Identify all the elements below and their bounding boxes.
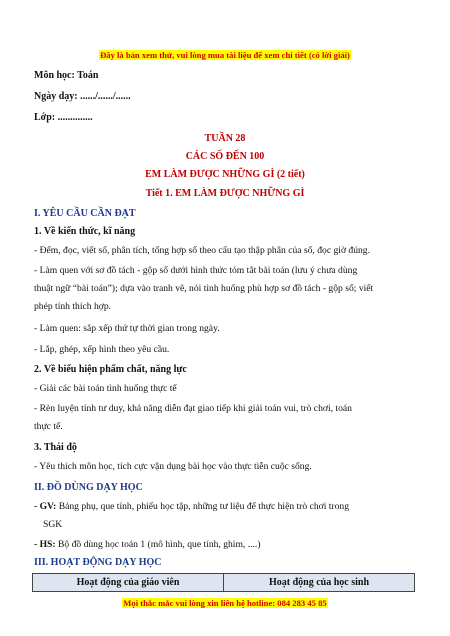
student-materials: Bộ đồ dùng học toán 1 (mô hình, que tính, ghim, ....) bbox=[55, 539, 261, 550]
hotline-banner-text: Mọi thắc mắc vui lòng xin liên hệ hotline: 084 283 45 85 bbox=[123, 598, 327, 608]
section-activities: III. HOẠT ĐỘNG DẠY HỌC bbox=[34, 557, 162, 568]
quality-item-2: - Rèn luyện tính tư duy, khả năng diễn đạt giao tiếp khi giải toán vui, trò chơi, toán bbox=[34, 403, 352, 414]
teacher-label: - GV: bbox=[34, 501, 57, 512]
date-line: Ngày dạy: ....../....../...... bbox=[34, 91, 131, 102]
class-line: Lớp: .............. bbox=[34, 112, 93, 123]
subsection-knowledge: 1. Về kiến thức, kĩ năng bbox=[34, 226, 136, 237]
student-label: - HS: bbox=[34, 539, 56, 550]
topic-title: CÁC SỐ ĐẾN 100 bbox=[185, 151, 265, 162]
subsection-qualities: 2. Về biểu hiện phẩm chất, năng lực bbox=[34, 364, 187, 375]
knowledge-item-2-cont: thuật ngữ “bài toán”); dựa vào tranh vẽ, nói tình huống phù hợp sơ đồ tách - gộp số; viết bbox=[34, 283, 374, 294]
preview-banner-text: Đây là bản xem thử, vui lòng mua tài liệu để xem chi tiết (có lời giải) bbox=[100, 50, 350, 60]
quality-item-1: - Giải các bài toán tình huống thực tế bbox=[34, 383, 177, 394]
materials-teacher-cont: SGK bbox=[43, 519, 63, 530]
section-requirements: I. YÊU CẦU CẦN ĐẠT bbox=[34, 208, 136, 219]
hotline-banner bbox=[0, 598, 450, 608]
subsection-attitude: 3. Thái độ bbox=[34, 442, 77, 453]
week-title: TUẦN 28 bbox=[204, 133, 246, 144]
knowledge-item-2-end: phép tính thích hợp. bbox=[34, 301, 112, 312]
subject-line: Môn học: Toán bbox=[34, 70, 99, 81]
table-header-teacher: Hoạt động của giáo viên bbox=[33, 574, 224, 592]
activities-table bbox=[32, 573, 415, 592]
period-title: Tiết 1. EM LÀM ĐƯỢC NHỮNG GÌ bbox=[145, 188, 305, 199]
knowledge-item-4: - Lắp, ghép, xếp hình theo yêu cầu. bbox=[34, 344, 170, 355]
teacher-materials: Bảng phụ, que tính, phiếu học tập, những tư liệu để thực hiện trò chơi trong bbox=[56, 501, 350, 512]
quality-item-2-cont: thực tế. bbox=[34, 421, 63, 432]
attitude-item-1: - Yêu thích môn học, tích cực vận dụng bài học vào thực tiễn cuộc sống. bbox=[34, 461, 312, 472]
materials-student bbox=[34, 538, 261, 551]
table-header-row bbox=[33, 574, 415, 592]
knowledge-item-3: - Làm quen: sắp xếp thứ tự thời gian trong ngày. bbox=[34, 323, 220, 334]
knowledge-item-1: - Đếm, đọc, viết số, phân tích, tổng hợp số theo cấu tạo thập phân của số, đọc giờ đúng. bbox=[34, 245, 370, 256]
materials-teacher bbox=[34, 500, 349, 513]
preview-banner bbox=[0, 50, 450, 60]
lesson-title: EM LÀM ĐƯỢC NHỮNG GÌ (2 tiết) bbox=[145, 169, 305, 180]
knowledge-item-2: - Làm quen với sơ đồ tách - gộp số dưới hình thức tóm tắt bài toán (lưu ý chưa dùng bbox=[34, 265, 358, 276]
table-header-student: Hoạt động của học sinh bbox=[224, 574, 415, 592]
section-materials: II. ĐỒ DÙNG DẠY HỌC bbox=[34, 482, 143, 493]
